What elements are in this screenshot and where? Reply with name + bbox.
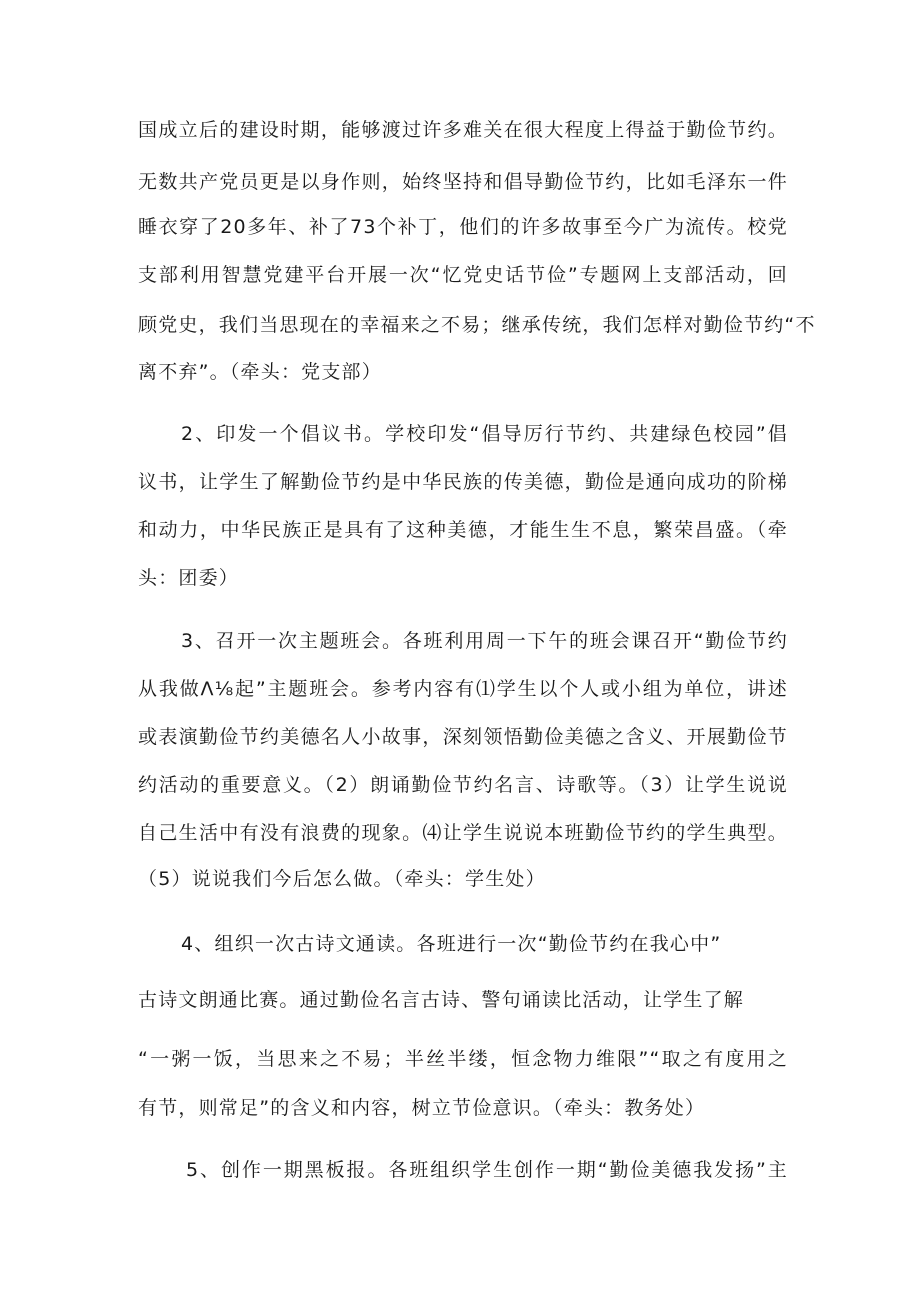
paragraph-line: 头：团委） [138,567,240,589]
paragraph-line: 或表演勤俭节约美德名人小故事，深刻领悟勤俭美德之含义、开展勤俭节 [138,726,788,748]
paragraph-line: 自己生活中有没有浪费的现象。⑷让学生说说本班勤俭节约的学生典型。 [138,822,788,844]
paragraph-line: 3、召开一次主题班会。各班利用周一下午的班会课召开“勤俭节约 [181,630,788,652]
paragraph-line: 4、组织一次古诗文通读。各班进行一次“勤俭节约在我心中” [181,933,722,955]
paragraph-line: 古诗文朗通比赛。通过勤俭名言古诗、警句诵读比活动，让学生了解 [138,989,745,1011]
paragraph-line: 无数共产党员更是以身作则，始终坚持和倡导勤俭节约，比如毛泽东一件 [138,171,788,193]
paragraph-line: 5、创作一期黑板报。各班组织学生创作一期“勤俭美德我发扬”主 [186,1159,788,1181]
paragraph-line: 2、印发一个倡议书。学校印发“倡导厉行节约、共建绿色校园”倡 [181,423,788,445]
paragraph-line: 顾党史，我们当思现在的幸福来之不易；继承传统，我们怎样对勤俭节约“不 [138,314,816,336]
paragraph-line: （5）说说我们今后怎么做。（牵头：学生处） [138,868,546,890]
paragraph-line: 议书，让学生了解勤俭节约是中华民族的传美德，勤俭是通向成功的阶梯 [138,471,788,493]
paragraph-line: 睡衣穿了20多年、补了73个补丁，他们的许多故事至今广为流传。校党 [138,216,788,238]
paragraph-line: “一粥一饭，当思来之不易；半丝半缕，恒念物力维限”“取之有度用之 [138,1048,788,1070]
paragraph-line: 支部利用智慧党建平台开展一次“忆党史话节俭”专题网上支部活动，回 [138,264,788,286]
paragraph-line: 和动力，中华民族正是具有了这种美德，才能生生不息，繁荣昌盛。（牵 [138,519,788,541]
paragraph-line: 从我做Λ⅛起”主题班会。参考内容有⑴学生以个人或小组为单位，讲述 [138,678,788,700]
paragraph-line: 约活动的重要意义。（2）朗诵勤俭节约名言、诗歌等。（3）让学生说说 [138,774,788,796]
paragraph-line: 有节，则常足”的含义和内容，树立节俭意识。（牵头：教务处） [138,1097,706,1119]
paragraph-line: 离不弃”。（牵头：党支部） [138,361,382,383]
paragraph-line: 国成立后的建设时期，能够渡过许多难关在很大程度上得益于勤俭节约。 [138,119,788,141]
